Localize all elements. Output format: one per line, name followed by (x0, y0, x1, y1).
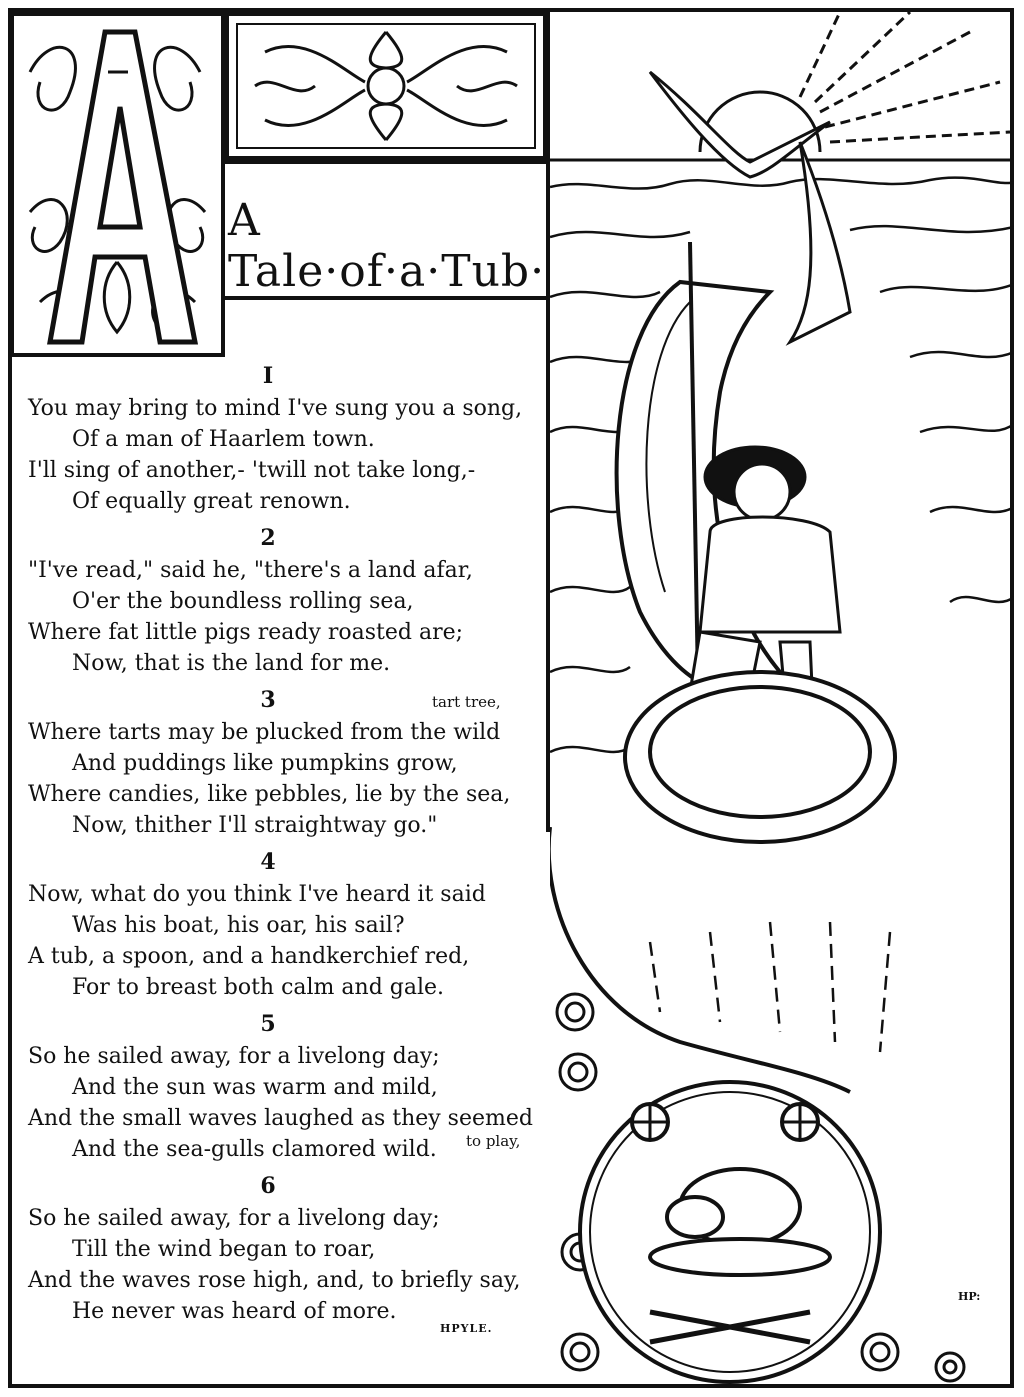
stanza (28, 849, 548, 1003)
poem-line: So he sailed away, for a livelong day; (28, 1044, 440, 1069)
artist-signature: HPYLE. (440, 1322, 493, 1335)
poem-line: Till the wind began to roar, (72, 1237, 376, 1262)
stanza-number: I (262, 363, 274, 389)
stanza (28, 1173, 548, 1327)
poem-line: Now, thither I'll straightway go." (72, 813, 438, 838)
poem-line: And the waves rose high, and, to briefly say, (28, 1268, 521, 1293)
poem-line: For to breast both calm and gale. (72, 975, 445, 1000)
page-title: A Tale·of·a·Tub· (228, 195, 546, 297)
poem-line: You may bring to mind I've sung you a song, (28, 396, 523, 421)
poem-line: Where tarts may be plucked from the wild (28, 720, 501, 745)
artist-monogram: HP: (958, 1290, 981, 1303)
poem-line: A tub, a spoon, and a handkerchief red, (28, 944, 470, 969)
marginal-note: to play, (466, 1132, 521, 1150)
roast-pig-roundel (580, 1082, 880, 1382)
stanza (28, 525, 548, 679)
poem-line: Of a man of Haarlem town. (72, 427, 375, 452)
poem-line: He never was heard of more. (72, 1299, 397, 1324)
stanza-number: 3 (260, 687, 276, 713)
poem-line: "I've read," said he, "there's a land afar, (28, 558, 473, 583)
poem-line: And the sun was warm and mild, (72, 1075, 438, 1100)
stanza-number: 6 (260, 1173, 276, 1199)
poem-line: Of equally great renown. (72, 489, 351, 514)
poem-line: O'er the boundless rolling sea, (72, 589, 414, 614)
poem-line: Was his boat, his oar, his sail? (72, 913, 405, 938)
illustration (550, 12, 1014, 1388)
poem-line: Now, what do you think I've heard it said (28, 882, 486, 907)
poem-line: And puddings like pumpkins grow, (72, 751, 458, 776)
poem (28, 355, 548, 1327)
stanza-number: 2 (260, 525, 276, 551)
stanza-number: 4 (260, 849, 276, 875)
poem-line: Now, that is the land for me. (72, 651, 391, 676)
poem-line: I'll sing of another,- 'twill not take long,- (28, 458, 476, 483)
poem-line: Where fat little pigs ready roasted are; (28, 620, 464, 645)
stanza (28, 363, 548, 517)
sun-icon (700, 12, 1010, 152)
marginal-note: tart tree, (432, 693, 501, 711)
decorated-initial (10, 12, 225, 357)
stanza-number: 5 (260, 1011, 276, 1037)
poem-line: And the small waves laughed as they seemed (28, 1106, 533, 1131)
poem-line: So he sailed away, for a livelong day; (28, 1206, 440, 1231)
tub-boat (625, 672, 895, 842)
poem-line: Where candies, like pebbles, lie by the sea, (28, 782, 511, 807)
poem-line: And the sea-gulls clamored wild. (72, 1137, 437, 1162)
ornamental-panel (225, 12, 547, 160)
